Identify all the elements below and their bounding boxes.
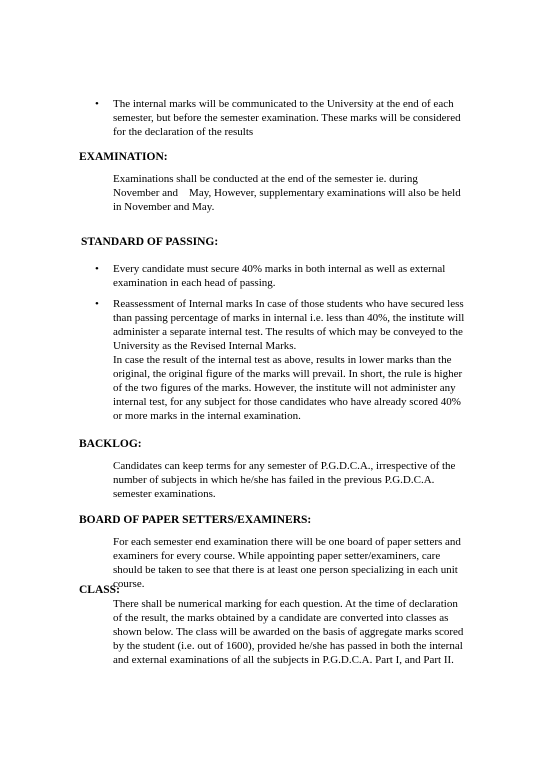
- class-text: There shall be numerical marking for each question. At the time of declaration of the result, the marks obtained by a candidate are converted into classes as shown below. The class will be awarded on the basis of aggregate marks scored by the student (i.e. out of 1600), provided he/she has passed in both the internal and external examinations of all the subjects in P.G.D.C.A. Part I, and Part II.: [113, 598, 464, 666]
- examination-text: Examinations shall be conducted at the end of the semester ie. during November and May, However, supplementary examinations will also be held in November and May.: [113, 173, 464, 213]
- reassessment-continuation-text: In case the result of the internal test as above, results in lower marks than the original, the original figure of the marks will prevail. In short, the rule is higher of the two figures of the marks. However, the institute will not administer any internal test, for any subject for those candidates who have already scored 40% or more marks in the internal examination.: [113, 354, 463, 422]
- class-heading: CLASS:: [79, 584, 120, 596]
- examination-heading: EXAMINATION:: [79, 151, 168, 163]
- reassessment-text: Reassessment of Internal marks In case of those students who have secured less than passing percentage of marks in internal i.e. less than 40%, the institute will administer a separate internal test. The results of which may be conveyed to the University as the Revised Internal Marks.: [113, 298, 465, 352]
- bullet-marker: •: [95, 98, 99, 110]
- board-text: For each semester end examination there will be one board of paper setters and examiners for every course. While appointing paper setter/examiners, care should be taken to see that there is at least one person specializing in each unit course.: [113, 536, 461, 590]
- backlog-heading: BACKLOG:: [79, 438, 142, 450]
- board-heading: BOARD OF PAPER SETTERS/EXAMINERS:: [79, 514, 312, 526]
- internal-marks-bullet-text: The internal marks will be communicated to the University at the end of each semester, but before the semester examination. These marks will be considered for the declaration of the results: [113, 98, 461, 138]
- bullet-marker: •: [95, 298, 99, 310]
- backlog-text: Candidates can keep terms for any semester of P.G.D.C.A., irrespective of the number of subjects in which he/she has failed in the previous P.G.D.C.A. semester examinations.: [113, 460, 456, 500]
- passing-bullet-2: [113, 297, 465, 423]
- passing-bullet-1-text: Every candidate must secure 40% marks in both internal as well as external examination in each head of passing.: [113, 263, 446, 289]
- bullet-marker: •: [95, 263, 99, 275]
- standard-of-passing-heading: STANDARD OF PASSING:: [81, 236, 219, 248]
